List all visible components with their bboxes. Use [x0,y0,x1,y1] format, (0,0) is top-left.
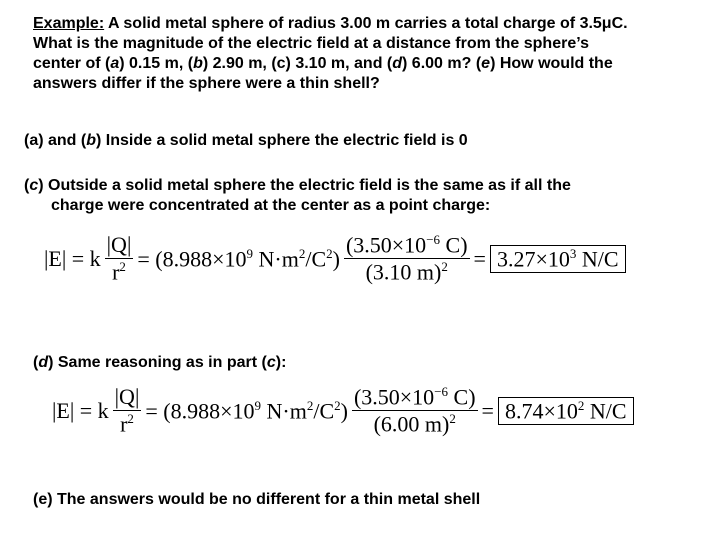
part-ab-answer: (a) and (b) Inside a solid metal sphere the electric field is 0 [24,132,468,149]
part-c-explanation: (c) Outside a solid metal sphere the electric field is the same as if all the charge were concentrated at the center as a point charge: [24,177,571,214]
example-label: Example: [33,15,105,32]
result-part-d: $8.74\times 10^2$ N/C [498,397,634,425]
problem-line-2: What is the magnitude of the electric field at a distance from the sphere’s [33,35,589,52]
problem-line-1: Example: A solid metal sphere of radius 3.00 m carries a total charge of 3.5μC. [33,15,628,32]
problem-line-3: center of (a) 0.15 m, (b) 2.90 m, (c) 3.10 m, and (d) 6.00 m? (e) How would the [33,55,613,72]
result-part-c: $3.27\times 10^3$ N/C [490,245,626,273]
problem-statement [33,14,713,94]
equation-part-d: |E| = k $\frac{|Q|}{r^2}$ = ($8.988\times 10^9$ $N\cdot m^2/C^2$) $\frac{(3.50\times 10^{-6} C)}{(6.00 m)^2}$ = $8.74\times 10^2$ N/C [52,384,634,438]
part-e-answer: (e) The answers would be no different for a thin metal shell [33,491,481,508]
problem-line-4: answers differ if the sphere were a thin shell? [33,75,380,92]
part-d-heading: (d) Same reasoning as in part (c): [33,354,287,371]
equation-part-c: |E| = k $\frac{|Q|}{r^2}$ = ($8.988\times 10^9$ $N\cdot m^2/C^2$) $\frac{(3.50\times 10^{-6} C)}{(3.10 m)^2}$ = $3.27\times 10^3$ N/C [44,232,626,286]
